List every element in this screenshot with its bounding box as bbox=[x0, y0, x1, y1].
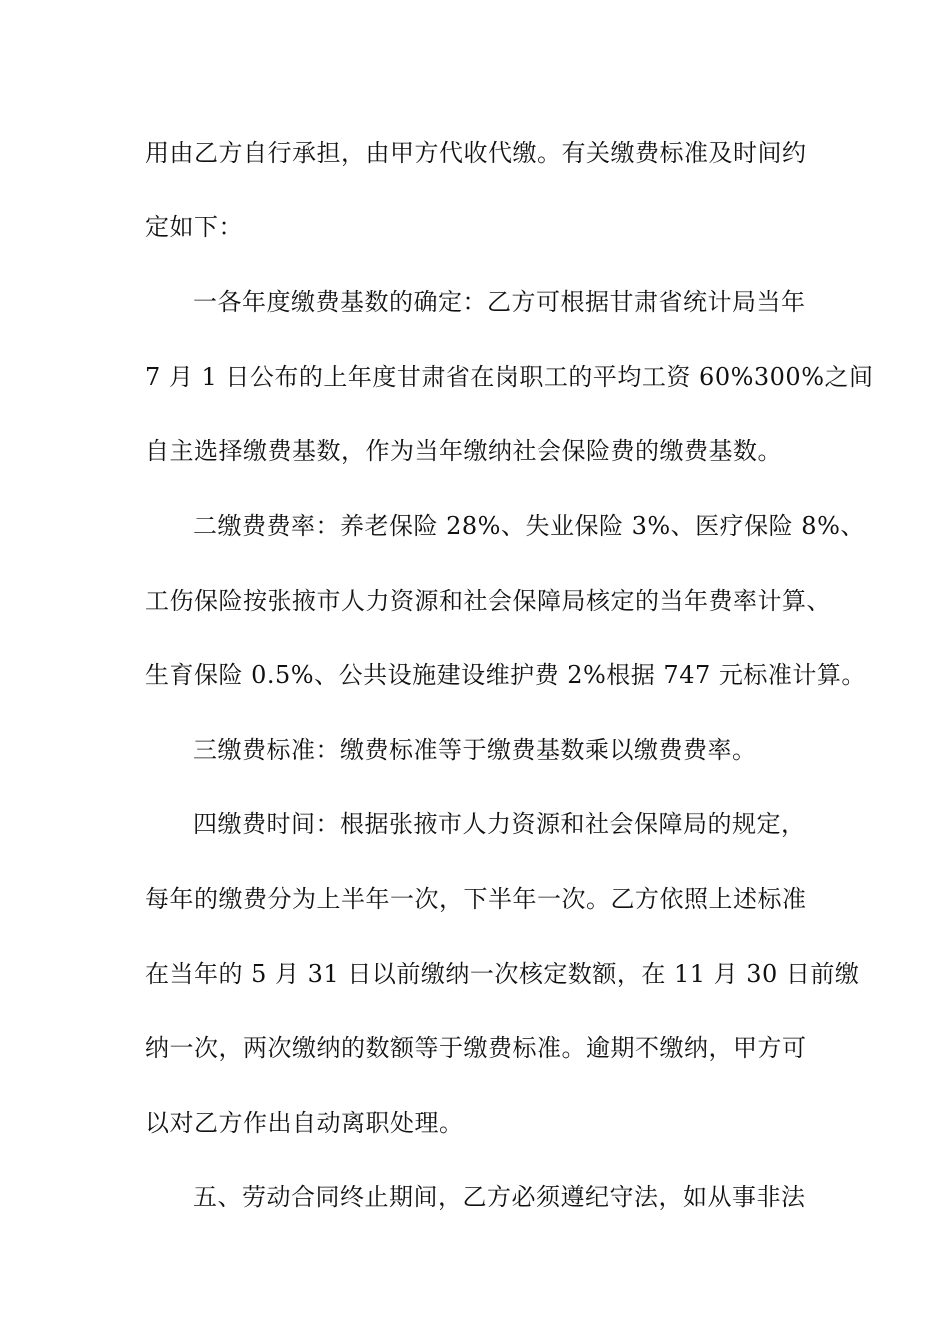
text-line: 在当年的 5 月 31 日以前缴纳一次核定数额，在 11 月 30 日前缴 bbox=[145, 960, 860, 988]
paragraph-five-heading: 五、劳动合同终止期间，乙方必须遵纪守法，如从事非法 bbox=[193, 1183, 806, 1211]
text-line: 7 月 1 日公布的上年度甘肃省在岗职工的平均工资 60%300%之间 bbox=[145, 363, 874, 391]
text-line: 生育保险 0.5%、公共设施建设维护费 2%根据 747 元标准计算。 bbox=[145, 661, 866, 689]
text-line: 自主选择缴费基数，作为当年缴纳社会保险费的缴费基数。 bbox=[145, 437, 782, 465]
paragraph-two-heading: 二缴费费率：养老保险 28%、失业保险 3%、医疗保险 8%、 bbox=[193, 512, 865, 540]
text-line: 定如下： bbox=[145, 213, 243, 241]
paragraph-four-heading: 四缴费时间：根据张掖市人力资源和社会保障局的规定， bbox=[193, 810, 806, 838]
text-line: 工伤保险按张掖市人力资源和社会保障局核定的当年费率计算、 bbox=[145, 587, 831, 615]
text-line: 每年的缴费分为上半年一次，下半年一次。乙方依照上述标准 bbox=[145, 885, 807, 913]
text-line: 以对乙方作出自动离职处理。 bbox=[145, 1109, 464, 1137]
paragraph-three-heading: 三缴费标准：缴费标准等于缴费基数乘以缴费费率。 bbox=[193, 736, 757, 764]
paragraph-one-heading: 一各年度缴费基数的确定：乙方可根据甘肃省统计局当年 bbox=[193, 288, 806, 316]
text-line: 用由乙方自行承担，由甲方代收代缴。有关缴费标准及时间约 bbox=[145, 139, 807, 167]
text-line: 纳一次，两次缴纳的数额等于缴费标准。逾期不缴纳，甲方可 bbox=[145, 1034, 807, 1062]
